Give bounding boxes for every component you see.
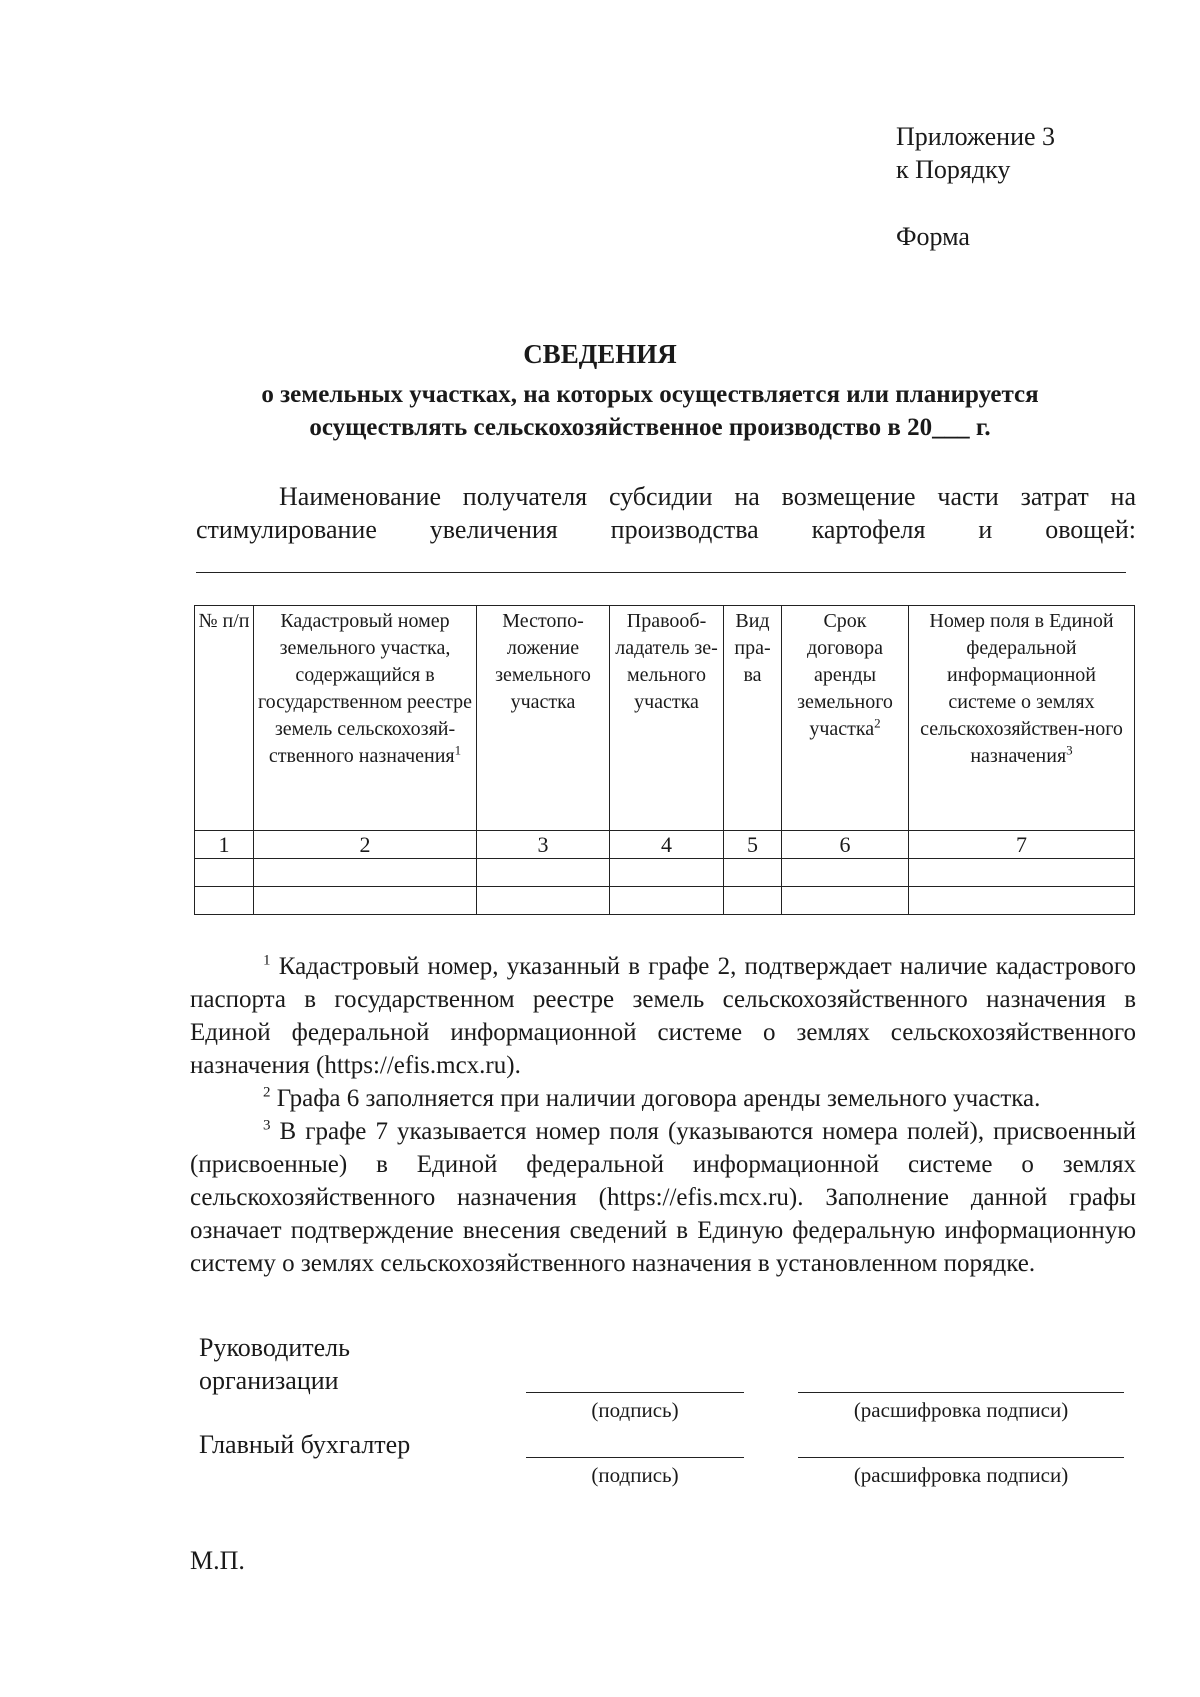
document-subtitle [190, 378, 1110, 444]
table-cell[interactable] [724, 887, 782, 915]
subtitle-line-2: осуществлять сельскохозяйственное производство в 20___ г. [309, 414, 991, 441]
table-row [195, 887, 1135, 915]
footnote-mark: 1 [263, 952, 271, 969]
table-cell[interactable] [782, 887, 909, 915]
column-number: 5 [724, 831, 782, 859]
head-signature-decode-line[interactable] [798, 1392, 1124, 1393]
appendix-reference [896, 120, 1055, 186]
footnote-mark: 2 [874, 715, 881, 731]
footnote-3: $^3$ В графе 7 указывается номер поля (указываются номера полей), присвоенный (присвоенные) в Единой федеральной информационной системе о землях сельскохозяйственного назначения (https://efis.mcx.ru). Заполнение данной графы означает подтверждение внесения сведений в Единую федеральную информационную систему о землях сельскохозяйственного назначения в установленном порядке. [190, 1117, 1136, 1277]
table-cell[interactable] [610, 887, 724, 915]
table-cell[interactable] [477, 887, 610, 915]
table-header-row [195, 606, 1135, 831]
header-cell-right-type: Вид пра-ва [724, 606, 782, 831]
form-label: Форма [896, 222, 970, 251]
recipient-label [196, 480, 1136, 546]
footnote-mark: 2 [263, 1084, 271, 1101]
table-cell[interactable] [477, 859, 610, 887]
table-cell[interactable] [195, 887, 254, 915]
accountant-signature-line[interactable] [526, 1457, 744, 1458]
header-cell-location: Местопо-ложение земельного участка [477, 606, 610, 831]
table-cell[interactable] [724, 859, 782, 887]
table-cell[interactable] [782, 859, 909, 887]
chief-accountant-label: Главный бухгалтер [199, 1430, 411, 1459]
stamp-place: М.П. [190, 1546, 245, 1575]
column-number: 2 [254, 831, 477, 859]
footnote-2: $^2$ Графа 6 заполняется при наличии договора аренды земельного участка. [263, 1084, 1041, 1112]
footnote-mark: 1 [454, 742, 462, 758]
column-number: 1 [195, 831, 254, 859]
recipient-name-field-line[interactable] [196, 572, 1126, 573]
footnote-mark: 3 [263, 1117, 271, 1134]
accountant-signature-decode-caption: (расшифровка подписи) [853, 1463, 1069, 1487]
table-cell[interactable] [909, 887, 1135, 915]
column-numbers-row [195, 831, 1135, 859]
table-cell[interactable] [195, 859, 254, 887]
recipient-line-2: стимулирование увеличения производства картофеля и овощей: [196, 515, 1136, 544]
recipient-line-1: Наименование получателя субсидии на возмещение части затрат на [279, 482, 1136, 511]
head-signature-line[interactable] [526, 1392, 744, 1393]
table-cell[interactable] [254, 859, 477, 887]
document-title: СВЕДЕНИЯ [523, 339, 677, 369]
footnotes [190, 950, 1136, 1280]
header-cell-field-number: Номер поля в Единой федеральной информационной системе о землях сельскохозяйствен-ного назначения$^3$ [909, 606, 1135, 831]
appendix-to-order: к Порядку [896, 155, 1011, 184]
header-cell-cadastral-number: Кадастровый номер земельного участка, содержащийся в государственном реестре земель сельскохозяй-ственного назначения$^1$ [254, 606, 477, 831]
column-number: 4 [610, 831, 724, 859]
accountant-signature-decode-line[interactable] [798, 1457, 1124, 1458]
accountant-signature-caption: (подпись) [591, 1463, 679, 1487]
column-number: 7 [909, 831, 1135, 859]
table-cell[interactable] [610, 859, 724, 887]
head-signature-caption: (подпись) [591, 1398, 679, 1422]
subtitle-line-1: о земельных участках, на которых осуществляется или планируется [261, 381, 1039, 408]
header-cell-lease-term: Срок договора аренды земельного участка$^2$ [782, 606, 909, 831]
header-cell-number: № п/п [195, 606, 254, 831]
land-plots-table [194, 605, 1135, 915]
appendix-number: Приложение 3 [896, 122, 1056, 151]
footnote-mark: 3 [1066, 742, 1073, 758]
column-number: 3 [477, 831, 610, 859]
table-cell[interactable] [254, 887, 477, 915]
head-signature-decode-caption: (расшифровка подписи) [853, 1398, 1069, 1422]
column-number: 6 [782, 831, 909, 859]
footnote-1: $^1$ Кадастровый номер, указанный в графе 2, подтверждает наличие кадастрового паспорта в государственном реестре земель сельскохозяйственного назначения в Единой федеральной информационной системе о землях сельскохозяйственного назначения (https://efis.mcx.ru). [190, 952, 1137, 1079]
head-of-organization-label: Руководитель организации [199, 1333, 350, 1395]
table-row [195, 859, 1135, 887]
table-cell[interactable] [909, 859, 1135, 887]
header-cell-right-holder: Правооб-ладатель зе-мельного участка [610, 606, 724, 831]
